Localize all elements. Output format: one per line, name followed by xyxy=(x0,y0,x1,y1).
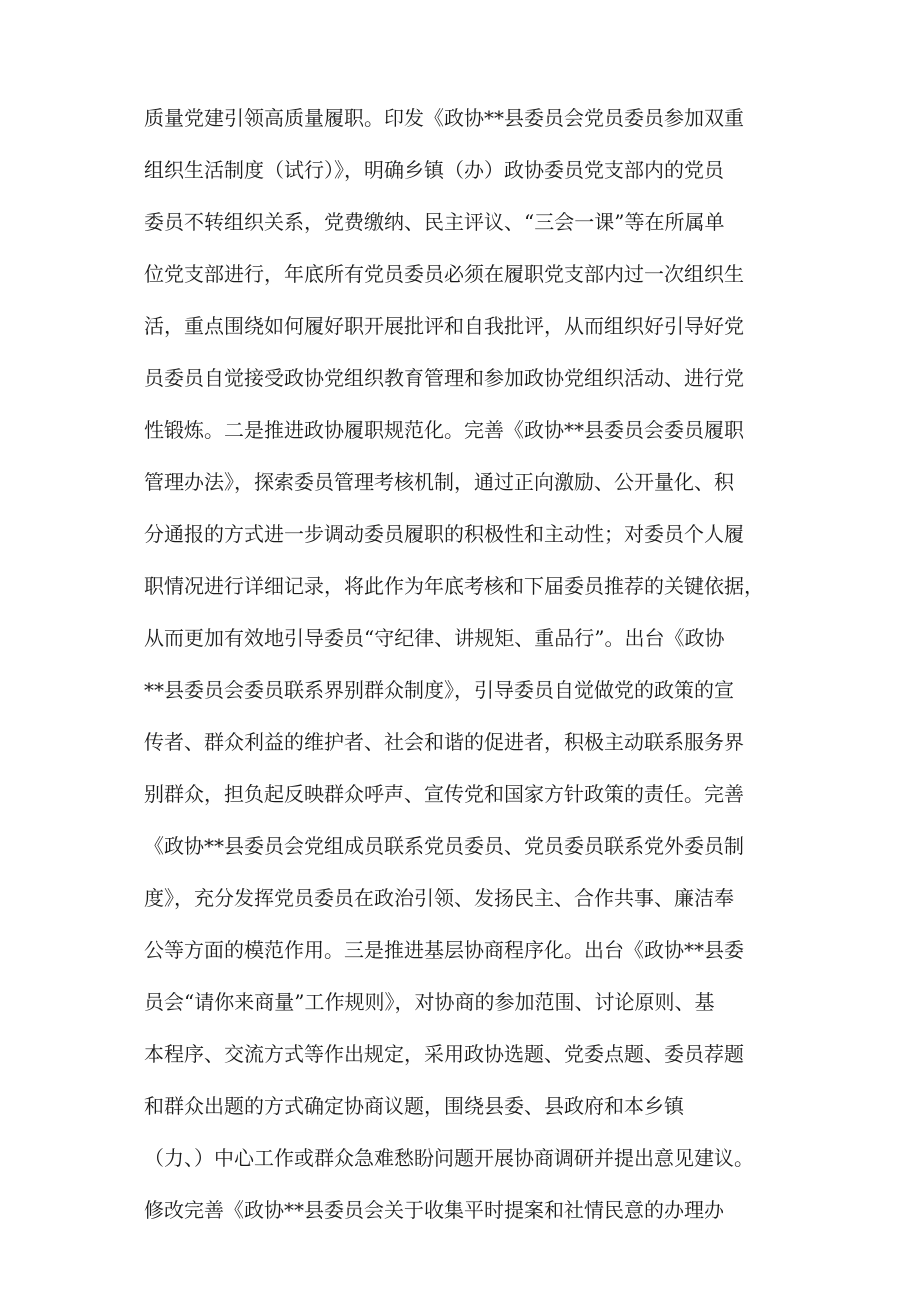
text-line: 位党支部进行，年底所有党员委员必须在履职党支部内过一次组织生 xyxy=(144,262,744,286)
text-line: 传者、群众利益的维护者、社会和谐的促进者，积极主动联系服务界 xyxy=(144,730,744,754)
text-line: 质量党建引领高质量履职。印发《政协**县委员会党员委员参加双重 xyxy=(144,106,744,130)
text-line: 委员不转组织关系，党费缴纳、民主评议、“三会一课”等在所属单 xyxy=(144,210,725,234)
text-line: 性锻炼。二是推进政协履职规范化。完善《政协**县委员会委员履职 xyxy=(144,418,744,442)
text-line: 本程序、交流方式等作出规定，采用政协选题、党委点题、委员荐题 xyxy=(144,1042,744,1066)
text-line: 组织生活制度（试行）》，明确乡镇（办）政协委员党支部内的党员 xyxy=(144,158,724,182)
text-line: 别群众，担负起反映群众呼声、宣传党和国家方针政策的责任。完善 xyxy=(144,782,744,806)
text-line: 修改完善《政协**县委员会关于收集平时提案和社情民意的办理办 xyxy=(144,1198,724,1222)
text-line: **县委员会委员联系界别群众制度》，引导委员自觉做党的政策的宣 xyxy=(144,678,734,702)
text-line: 员委员自觉接受政协党组织教育管理和参加政协党组织活动、进行党 xyxy=(144,366,744,390)
text-line: 和群众出题的方式确定协商议题，围绕县委、县政府和本乡镇 xyxy=(144,1094,684,1118)
text-line: 活，重点围绕如何履好职开展批评和自我批评，从而组织好引导好党 xyxy=(144,314,744,338)
text-line: 度》，充分发挥党员委员在政治引领、发扬民主、合作共事、廉洁奉 xyxy=(144,886,734,910)
text-line: 《政协**县委员会党组成员联系党员委员、党员委员联系党外委员制 xyxy=(144,834,744,858)
text-line: 管理办法》，探索委员管理考核机制，通过正向激励、公开量化、积 xyxy=(144,470,734,494)
text-line: 分通报的方式进一步调动委员履职的积极性和主动性；对委员个人履 xyxy=(144,522,744,546)
text-line: 员会“请你来商量”工作规则》，对协商的参加范围、讨论原则、基 xyxy=(144,990,715,1014)
text-line: 公等方面的模范作用。三是推进基层协商程序化。出台《政协**县委 xyxy=(144,938,744,962)
text-line: 职情况进行详细记录，将此作为年底考核和下届委员推荐的关键依据， xyxy=(144,574,764,598)
text-line: 从而更加有效地引导委员“守纪律、讲规矩、重品行”。出台《政协 xyxy=(144,626,725,650)
text-line: （力、）中心工作或群众急难愁盼问题开展协商调研并提出意见建议。 xyxy=(144,1146,754,1170)
